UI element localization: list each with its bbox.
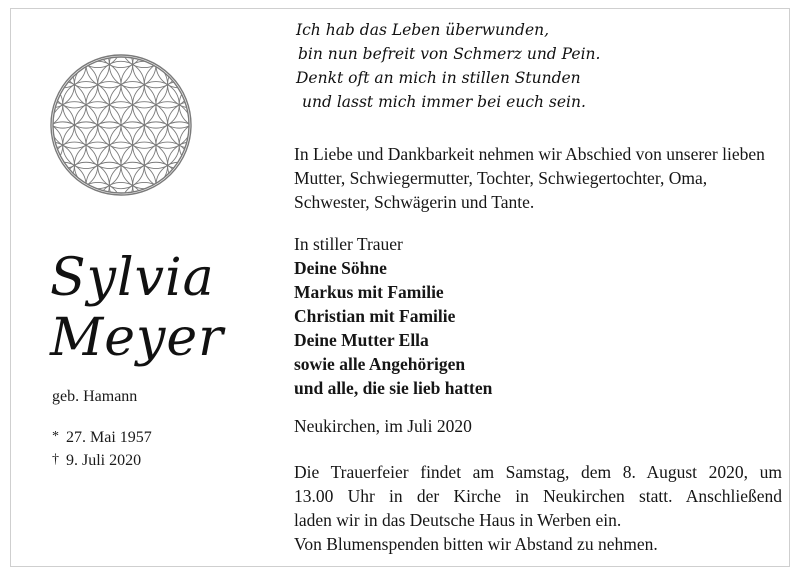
born-symbol: * <box>52 429 59 444</box>
service-line: Von Blumenspenden bitten wir Abstand zu nehmen. <box>294 534 658 554</box>
service-line: 13.00 Uhr in der Kirche in Neukirchen statt. Anschließend <box>294 486 782 506</box>
farewell-text: In Liebe und Dankbarkeit nehmen wir Abschied von unserer lieben Mutter, Schwiegermutter, Tochter, Schwiegertochter, Oma, Schwester, Schwägerin und Tante. <box>294 144 765 212</box>
deceased-name <box>50 248 224 368</box>
birth-date-row <box>52 426 152 449</box>
died-symbol: † <box>52 452 59 467</box>
mourner-name: Deine Söhne <box>294 258 387 278</box>
poem-line: Denkt oft an mich in stillen Stunden <box>296 69 581 87</box>
last-name: Meyer <box>50 308 225 368</box>
death-date: 9. Juli 2020 <box>66 452 142 469</box>
place-date: Neukirchen, im Juli 2020 <box>294 416 472 436</box>
mourner-name: und alle, die sie lieb hatten <box>294 378 493 398</box>
flower-of-life-icon <box>48 52 194 198</box>
mourners-intro: In stiller Trauer <box>294 234 403 254</box>
poem-line: bin nun befreit von Schmerz und Pein. <box>298 45 601 63</box>
birth-date: 27. Mai 1957 <box>66 429 152 446</box>
first-name: Sylvia <box>50 248 215 308</box>
service-line: laden wir in das Deutsche Haus in Werben ein. <box>294 510 622 530</box>
poem <box>296 18 600 114</box>
service-line: Die Trauerfeier findet am Samstag, dem 8. August 2020, um <box>294 462 782 482</box>
death-date-row <box>52 449 152 472</box>
service-info <box>294 460 782 556</box>
mourner-name: sowie alle Angehörigen <box>294 354 466 374</box>
mourner-name: Deine Mutter Ella <box>294 330 429 350</box>
mourner-name: Markus mit Familie <box>294 282 444 302</box>
mourners-list <box>294 232 784 400</box>
life-dates <box>52 426 152 472</box>
poem-line: Ich hab das Leben überwunden, <box>296 21 550 39</box>
mourner-name: Christian mit Familie <box>294 306 456 326</box>
birth-name: geb. Hamann <box>52 388 138 405</box>
poem-line: und lasst mich immer bei euch sein. <box>302 93 586 111</box>
